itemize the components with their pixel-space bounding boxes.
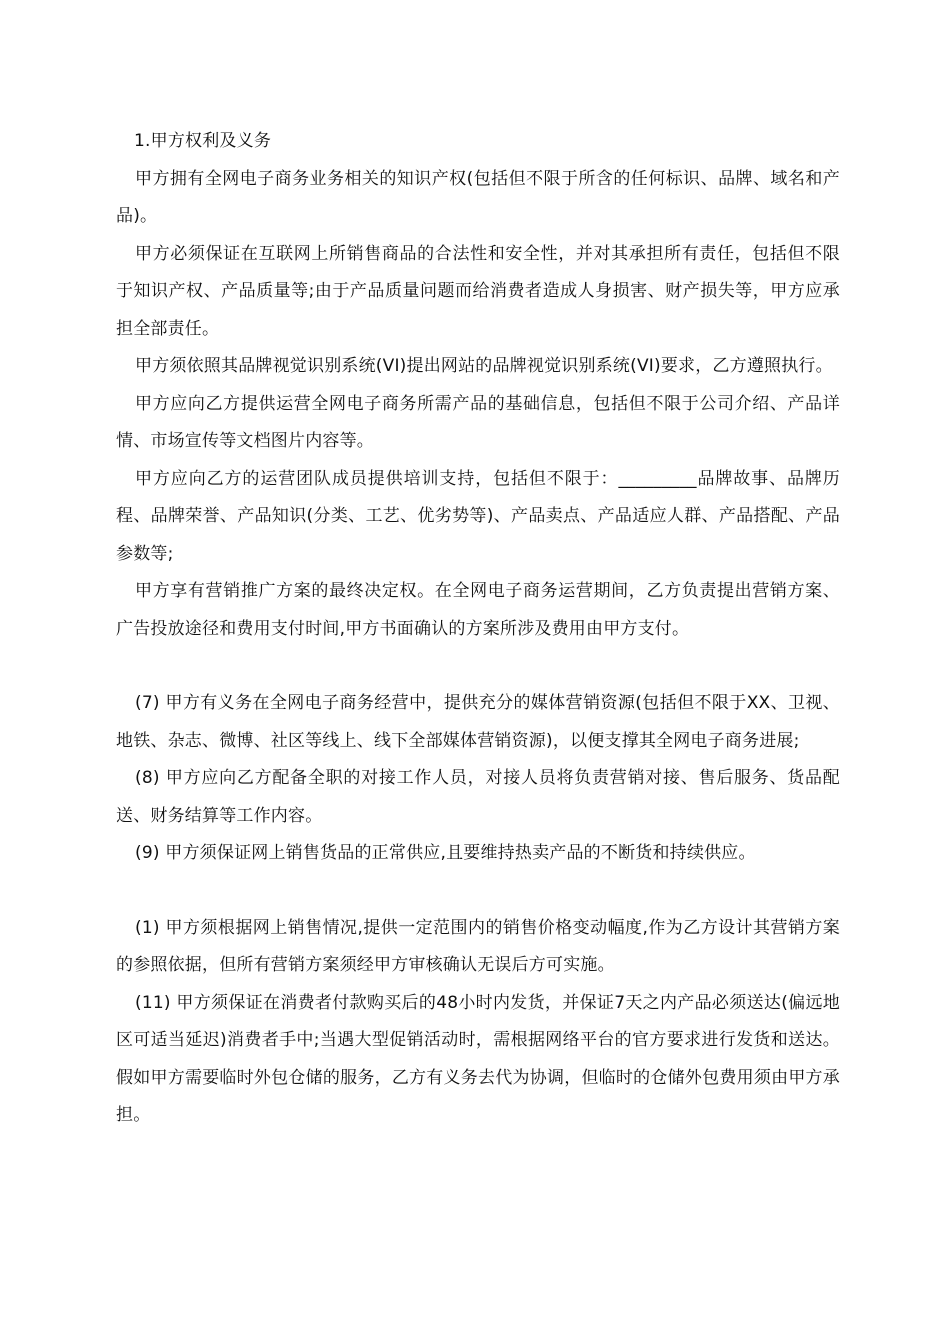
paragraph-item-9: (9) 甲方须保证网上销售货品的正常供应,且要维持热卖产品的不断货和持续供应。 <box>135 843 756 863</box>
paragraph-ip-rights: 甲方拥有全网电子商务业务相关的知识产权(包括但不限于所含的任何标识、品牌、域名和产品)。 <box>116 168 840 226</box>
paragraph-gap <box>116 873 840 910</box>
paragraph-training-support: 甲方应向乙方的运营团队成员提供培训支持，包括但不限于：_________品牌故事、品牌历程、品牌荣誉、产品知识(分类、工艺、优劣势等)、产品卖点、产品适应人群、产品搭配、产品参数等; <box>116 468 840 564</box>
paragraph-item-8: (8) 甲方应向乙方配备全职的对接工作人员，对接人员将负责营销对接、售后服务、货品配送、财务结算等工作内容。 <box>116 768 840 826</box>
paragraph-product-info: 甲方应向乙方提供运营全网电子商务所需产品的基础信息，包括但不限于公司介绍、产品详情、市场宣传等文档图片内容等。 <box>116 393 840 451</box>
paragraph-vi-requirements: 甲方须依照其品牌视觉识别系统(VI)提出网站的品牌视觉识别系统(VI)要求，乙方遵照执行。 <box>135 356 833 376</box>
paragraph-item-10: (1) 甲方须根据网上销售情况,提供一定范围内的销售价格变动幅度,作为乙方设计其营销方案的参照依据，但所有营销方案须经甲方审核确认无误后方可实施。 <box>116 917 840 975</box>
paragraph-marketing-decision: 甲方享有营销推广方案的最终决定权。在全网电子商务运营期间，乙方负责提出营销方案、广告投放途径和费用支付时间,甲方书面确认的方案所涉及费用由甲方支付。 <box>116 581 840 639</box>
document-body <box>116 123 840 1135</box>
paragraph-item-11: (11) 甲方须保证在消费者付款购买后的48小时内发货，并保证7天之内产品必须送达(偏远地区可适当延迟)消费者手中;当遇大型促销活动时，需根据网络平台的官方要求进行发货和送达。假如甲方需要临时外包仓储的服务，乙方有义务去代为协调，但临时的仓储外包费用须由甲方承担。 <box>116 992 840 1125</box>
paragraph-gap <box>116 648 840 685</box>
section-heading: 1.甲方权利及义务 <box>134 131 272 151</box>
paragraph-item-7: (7) 甲方有义务在全网电子商务经营中，提供充分的媒体营销资源(包括但不限于XX、卫视、地铁、杂志、微博、社区等线上、线下全部媒体营销资源)，以便支撑其全网电子商务进展; <box>116 693 840 751</box>
paragraph-product-legality: 甲方必须保证在互联网上所销售商品的合法性和安全性，并对其承担所有责任，包括但不限于知识产权、产品质量等;由于产品质量问题而给消费者造成人身损害、财产损失等，甲方应承担全部责任。 <box>116 243 840 339</box>
